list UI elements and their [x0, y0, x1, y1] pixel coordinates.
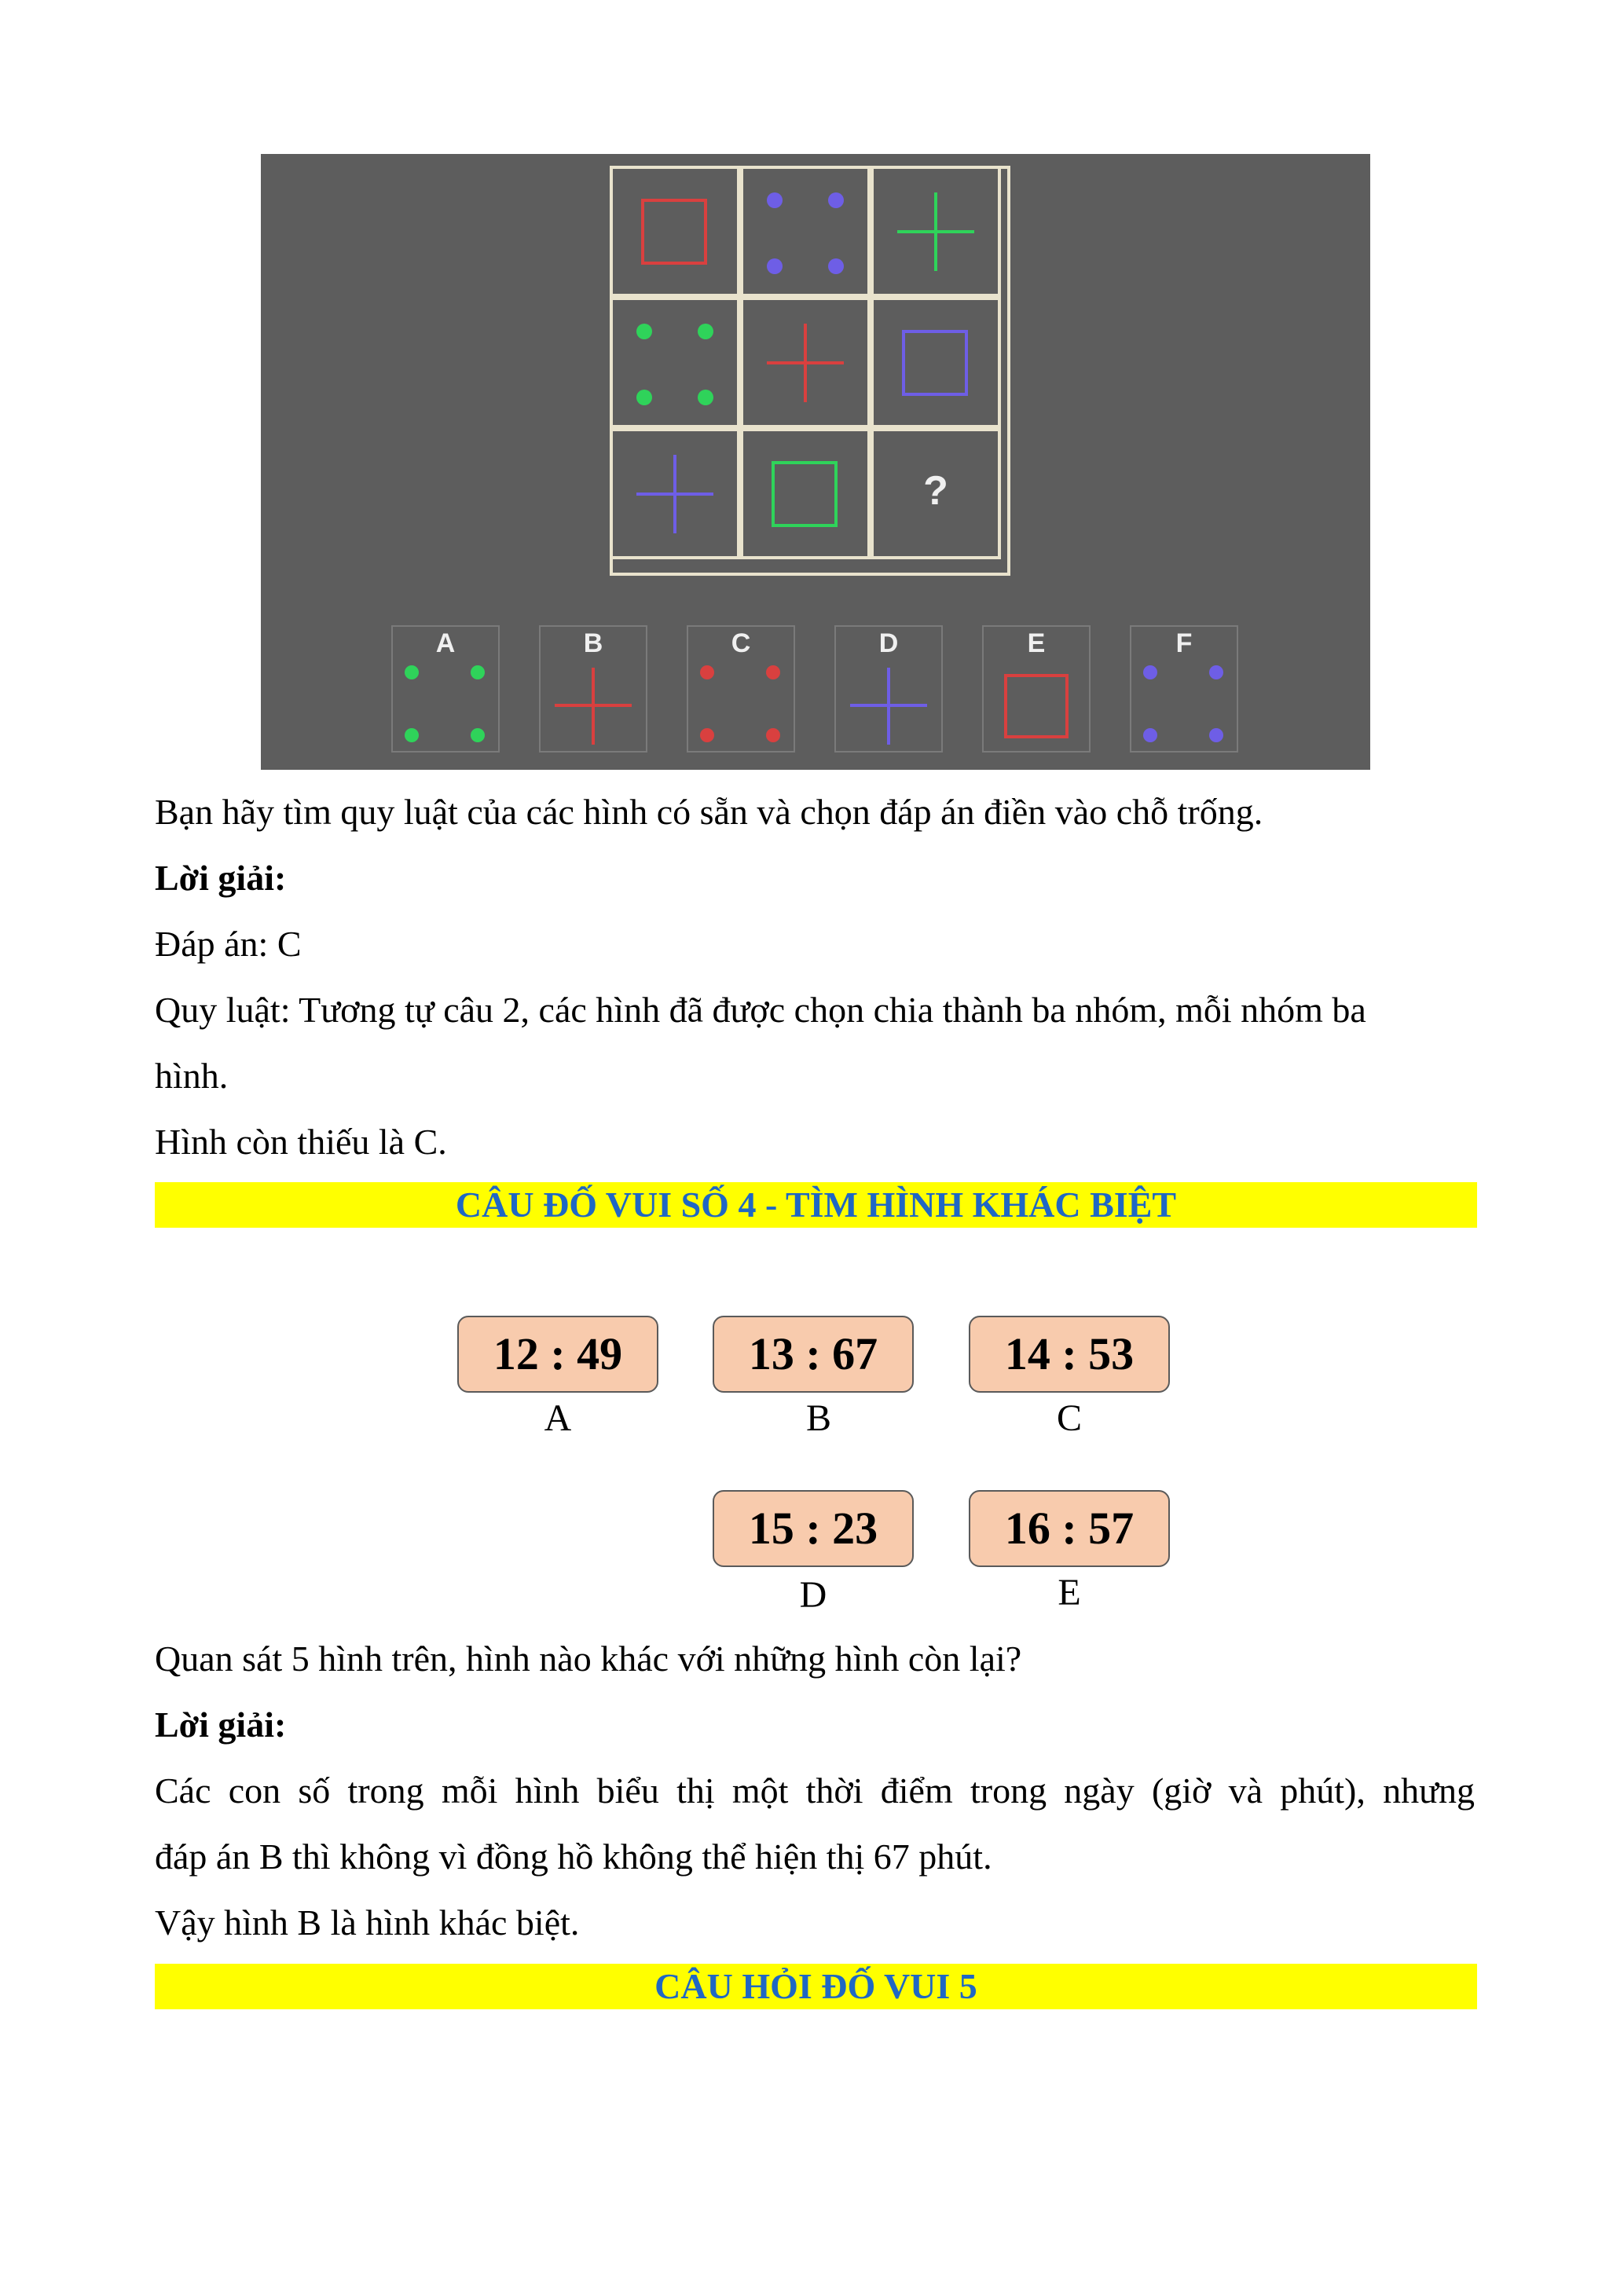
q4-solution-heading: Lời giải:	[155, 1705, 287, 1745]
option-label: D	[878, 628, 899, 658]
q3-rule-line1: Quy luật: Tương tự câu 2, các hình đã được chọn chia thành ba nhóm, mỗi nhóm ba	[155, 990, 1366, 1030]
q4-explanation-line2: đáp án B thì không vì đồng hồ không thể hiện thị 67 phút.	[155, 1836, 992, 1877]
q4-explanation-line1: Các con số trong mỗi hình biểu thị một thời điểm trong ngày (giờ và phút), nhưng	[155, 1771, 1475, 1811]
clock-label-b: B	[805, 1397, 831, 1439]
cell-red-cross	[740, 297, 871, 428]
q3-prompt: Bạn hãy tìm quy luật của các hình có sẵn và chọn đáp án điền vào chỗ trống.	[155, 792, 1263, 832]
cell-green-cross	[871, 166, 1001, 297]
option-c	[687, 625, 795, 753]
option-e	[982, 625, 1091, 753]
question-mark: ?	[923, 468, 948, 514]
pattern-puzzle-image	[261, 154, 1370, 770]
option-label: E	[1027, 628, 1046, 658]
green-square-icon	[743, 431, 867, 556]
cell-blue-dots	[740, 166, 871, 297]
clock-d: 15 : 23	[713, 1490, 914, 1567]
clock-label-e: E	[1058, 1572, 1081, 1613]
q3-solution-heading: Lời giải:	[155, 858, 287, 898]
cell-blue-square	[871, 297, 1001, 428]
red-square-icon	[613, 169, 737, 294]
clock-label-c: C	[1056, 1397, 1082, 1439]
option-label: F	[1175, 628, 1193, 658]
q3-conclusion: Hình còn thiếu là C.	[155, 1122, 447, 1162]
option-d	[834, 625, 943, 753]
puzzle-grid	[610, 166, 1010, 576]
cell-green-square	[740, 428, 871, 559]
blue-square-icon	[874, 300, 998, 425]
q4-prompt: Quan sát 5 hình trên, hình nào khác với những hình còn lại?	[155, 1639, 1022, 1679]
clock-e: 16 : 57	[969, 1490, 1170, 1567]
clock-a: 12 : 49	[457, 1316, 658, 1393]
cell-green-dots	[610, 297, 740, 428]
q3-rule-line2: hình.	[155, 1056, 229, 1096]
option-b	[539, 625, 647, 753]
option-label: A	[435, 628, 456, 658]
blue-cross-icon	[613, 431, 737, 556]
clock-b: 13 : 67	[713, 1316, 914, 1393]
option-label: C	[731, 628, 751, 658]
cell-red-square	[610, 166, 740, 297]
cell-missing	[871, 428, 1001, 559]
q5-title-banner: CÂU HỎI ĐỐ VUI 5	[155, 1964, 1477, 2009]
option-label: B	[583, 628, 603, 658]
option-a	[391, 625, 500, 753]
clock-label-a: A	[544, 1397, 572, 1439]
option-f	[1130, 625, 1238, 753]
red-cross-icon	[743, 300, 867, 425]
blue-dots-icon	[743, 169, 867, 294]
clock-label-d: D	[799, 1574, 827, 1616]
q3-answer: Đáp án: C	[155, 924, 302, 964]
green-dots-icon	[613, 300, 737, 425]
q4-title-banner: CÂU ĐỐ VUI SỐ 4 - TÌM HÌNH KHÁC BIỆT	[155, 1182, 1477, 1228]
cell-blue-cross	[610, 428, 740, 559]
q4-conclusion: Vậy hình B là hình khác biệt.	[155, 1902, 580, 1943]
green-cross-icon	[874, 169, 998, 294]
clock-c: 14 : 53	[969, 1316, 1170, 1393]
